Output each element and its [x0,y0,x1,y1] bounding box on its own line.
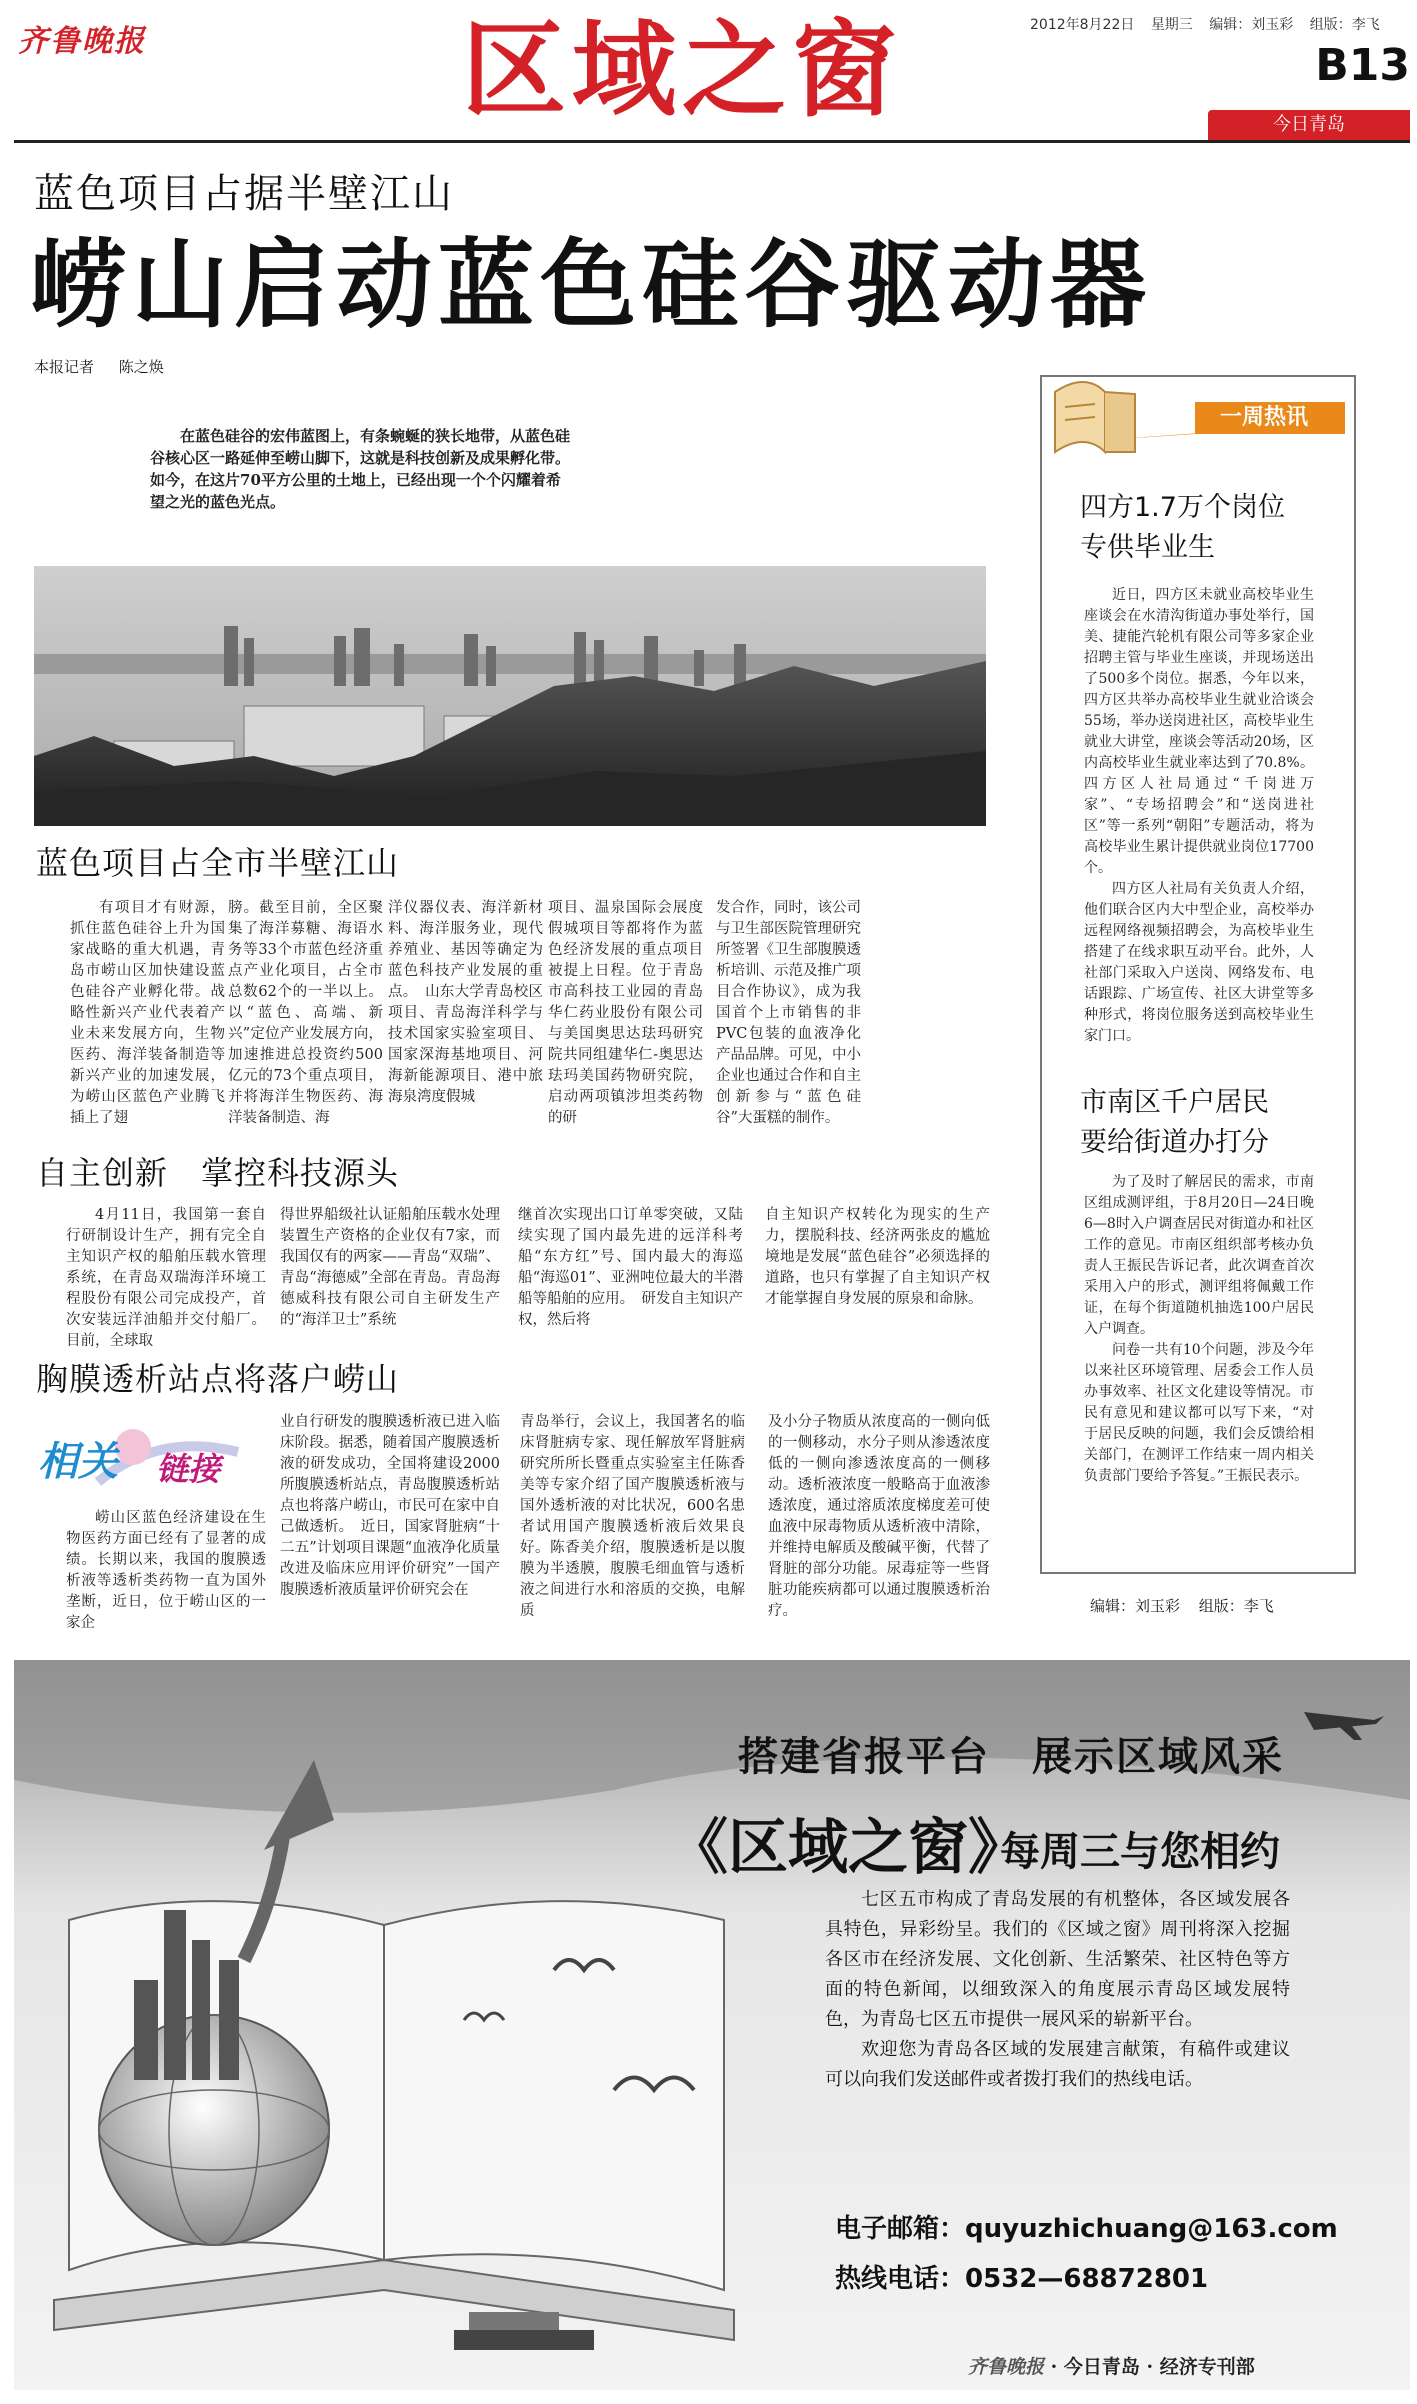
section2-col3-text: 继首次实现出口订单零突破，又陆续实现了国内最先进的远洋科考船“东方红”号、国内最大的海巡船“海巡01”、亚洲吨位最大的半潜船等船舶的应用。 研发自主知识产权，然后将 [518,1207,743,1328]
lead-headline: 崂山启动蓝色硅谷驱动器 [30,229,1152,341]
section3-col4 [768,1412,990,1622]
page-number: B13 [1315,40,1410,91]
section3-col3-text: 青岛举行，会议上，我国著名的临床肾脏病专家、现任解放军肾脏病研究所所长暨重点实验室主任陈香美等专家介绍了国产腹膜透析液与国外透析液的对比状况，600名患者试用国产腹膜透析液后效果良好。陈香美介绍，腹膜透析是以腹膜为半透膜，腹膜毛细血管与透析液之间进行水和溶质的交换，电解质 [520,1414,745,1619]
section2-title: 自主创新 掌控科技源头 [36,1154,400,1192]
section3-col2-text: 业自行研发的腹膜透析液已进入临床阶段。据悉，随着国产腹膜透析液的研发成功，全国将建设2000所腹膜透析站点，青岛腹膜透析站点也将落户崂山，市民可在家中自己做透析。 近日，国家肾脏病“十二五”计划项目课题“血液净化质量改进及临床应用评价研究”一国产腹膜透析液质量评价研究会在 [280,1414,500,1598]
issue-weekday: 星期三 [1150,17,1193,33]
story2-body [1084,1172,1314,1487]
sidebar-story1 [1080,488,1340,568]
related-link-badge [38,1422,248,1492]
section3-title: 胸膜透析站点将落户崂山 [36,1360,400,1398]
section-title: 区域之窗 [462,9,903,131]
ad-phone[interactable]: 0532—68872801 [965,2264,1209,2294]
story2-title-b: 要给街道办打分 [1080,1127,1269,1158]
section1-col3 [388,898,543,1108]
issue-editor: 编辑：刘玉彩 [1209,17,1294,33]
related-badge-a: 相关 [38,1439,118,1485]
section1-col2-text: 膀。截至目前，全区聚集了海洋募糖、海语水务等33个市蓝色经济重点产业化项目，占全市总数62个的一半以上。以“蓝色、高端、新兴”定位产业发展方向，加速推进总投资约500亿元的73个重点项目，并将海洋生物医药、海洋装备制造、海 [228,900,383,1126]
ad-footer-logo: 齐鲁晚报 [968,2356,1045,2378]
section2-col4-text: 自主知识产权转化为现实的生产力，摆脱科技、经济两张皮的尴尬境地是发展“蓝色硅谷”必须选择的道路，也只有掌握了自主知识产权才能掌握自身发展的原泉和命脉。 [765,1207,990,1307]
story1-title-a: 四方1.7万个岗位 [1080,492,1285,523]
section2-col3 [518,1205,743,1331]
section2-col1-text: 4月11日，我国第一套自行研制设计生产，拥有完全自主知识产权的船舶压载水管理系统，在青岛双瑞海洋环境工程股份有限公司完成投产，首次安装远洋油船并交付船厂。目前，全球取 [66,1207,266,1349]
byline [34,356,534,377]
section1-col1 [70,898,225,1129]
editor-credit: 编辑：刘玉彩 [1090,1597,1181,1615]
section1-col4 [548,898,703,1129]
ad-title: 《区域之窗》 [668,1813,1028,1883]
section2-col2-text: 得世界船级社认证船舶压载水处理装置生产资格的企业仅有7家，而我国仅有的两家——青岛“双瑞”、青岛“海德威”全部在青岛。青岛海德威科技有限公司自主研发生产的“海洋卫士”系统 [280,1207,500,1328]
top-rule [14,140,1410,143]
ad-phone-label: 热线电话： [835,2264,966,2294]
issue-date: 2012年8月22日 [1030,17,1135,33]
section3-col4-text: 及小分子物质从浓度高的一侧向低的一侧移动，水分子则从渗透浓度低的一侧向渗透浓度高的一侧移动。透析液浓度一般略高于血液渗透浓度，通过溶质浓度梯度差可使血液中尿毒物质从透析液中清除，并维持电解质及酸碱平衡，代替了肾脏的部分功能。尿毒症等一些肾脏功能疾病都可以通过腹膜透析治疗。 [768,1414,990,1619]
section1-col3-text: 洋仪器仪表、海洋新材料、海洋服务业，现代养殖业、基因等确定为蓝色科技产业发展的重点。 山东大学青岛校区项目、青岛海洋科学与技术国家实验室项目、国家深海基地项目、河海新能源项目、港中旅海泉湾度假城 [388,900,543,1105]
story1-p1: 近日，四方区未就业高校毕业生座谈会在水清沟街道办事处举行，国美、捷能汽轮机有限公司等多家企业招聘主管与毕业生座谈，并现场送出了500多个岗位。据悉，今年以来，四方区共举办高校毕业生就业洽谈会55场，举办送岗进社区，高校毕业生就业大讲堂，座谈会等活动20场，区内高校毕业生就业率达到了70.8%。四方区人社局通过“千岗进万家”、“专场招聘会”和“送岗进社区”等一系列“朝阳”专题活动，将为高校毕业生累计提供就业岗位17700个。 [1084,587,1314,876]
sidebar-banner [1045,372,1345,462]
region-label: 今日青岛 [1208,110,1410,140]
story2-title-a: 市南区千户居民 [1080,1087,1269,1118]
newspaper-logo: 齐鲁晚报 [18,24,146,59]
story1-p2: 四方区人社局有关负责人介绍，他们联合区内大中型企业，高校举办远程网络视频招聘会，为高校毕业生搭建了在线求职互动平台。此外，人社部门采取入户送岗、网络发布、电话跟踪、广场宣传、社区大讲堂等多种形式，将岗位服务送到高校毕业生家门口。 [1084,881,1314,1044]
ad-email-label: 电子邮箱： [835,2214,966,2244]
section3-col1-text: 崂山区蓝色经济建设在生物医药方面已经有了显著的成绩。长期以来，我国的腹膜透析液等透析类药物一直为国外垄断，近日，位于崂山区的一家企 [66,1510,266,1631]
cityscape-photo [34,566,986,826]
byline-label: 本报记者 [34,358,95,376]
byline-name: 陈之焕 [118,358,164,376]
ad-body-p2: 欢迎您为青岛各区域的发展建言献策，有稿件或建议可以向我们发送邮件或者拨打我们的热线电话。 [825,2039,1290,2090]
section1-col1-text: 有项目才有财源，抓住蓝色硅谷上升为国家战略的重大机遇，青岛市崂山区加快建设蓝色硅谷产业孵化带。战略性新兴产业代表着产业未来发展方向，生物医药、海洋装备制造等新兴产业的加速发展，为崂山区蓝色产业腾飞插上了翅 [70,900,225,1126]
section3-col1 [66,1508,266,1634]
sidebar-story2 [1080,1083,1340,1163]
story1-body [1084,585,1314,1047]
ad-headline: 搭建省报平台 展示区域风采 [738,1733,1284,1780]
ad-footer [968,2352,1378,2379]
issue-meta [1030,14,1410,34]
section1-col2 [228,898,383,1129]
section1-col5-text: 发合作，同时，该公司与卫生部医院管理研究所签署《卫生部腹膜透析培训、示范及推广项目合作协议》，成为我国首个上市销售的非PVC包装的血液净化产品品牌。可见，中小企业也通过合作和自主创新参与“蓝色硅谷”大蛋糕的制作。 [716,900,861,1126]
section1-col4-text: 项目、温泉国际会展度假城项目等都将作为蓝色经济发展的重点项目被提上日程。位于青岛市高科技工业园的青岛华仁药业股份有限公司与美国奥思达珐玛研究院共同组建华仁-奥思达珐玛美国药物研究院，启动两项镇涉坦类药物的研 [548,900,703,1126]
section1-title: 蓝色项目占全市半壁江山 [36,844,400,882]
ad-body-p1: 七区五市构成了青岛发展的有机整体，各区域发展各具特色，异彩纷呈。我们的《区域之窗》周刊将深入挖掘各区市在经济发展、文化创新、生活繁荣、社区特色等方面的特色新闻，以细致深入的角度展示青岛区域发展特色，为青岛七区五市提供一展风采的崭新平台。 [825,1889,1290,2030]
section1-col5 [716,898,861,1129]
lead-caption: 在蓝色硅谷的宏伟蓝图上，有条蜿蜒的狭长地带，从蓝色硅谷核心区一路延伸至崂山脚下，这就是科技创新及成果孵化带。如今，在这片70平方公里的土地上，已经出现一个个闪耀着希望之光的蓝色光点。 [150,427,571,511]
ad-body [825,1885,1290,2095]
section2-col4 [765,1205,990,1310]
story1-title-b: 专供毕业生 [1080,532,1215,563]
lead-kicker: 蓝色项目占据半壁江山 [34,171,454,217]
page-editor-credit [1090,1595,1370,1616]
ad-email-row [835,2208,1355,2245]
section2-col2 [280,1205,500,1331]
ad-subtitle: 每周三与您相约 [1000,1828,1280,1875]
ad-footer-text: · 今日青岛 · 经济专刊部 [1050,2356,1255,2378]
ad-email[interactable]: quyuzhichuang@163.com [965,2214,1338,2244]
ad-phone-row [835,2258,1355,2295]
story2-p2: 问卷一共有10个问题，涉及今年以来社区环境管理、居委会工作人员办事效率、社区文化建设等情况。市民有意见和建议都可以写下来，“对于居民反映的问题，我们会反馈给相关部门，在测评工作结束一周内相关负责部门要给予答复。”王振民表示。 [1084,1342,1314,1484]
story2-p1: 为了及时了解居民的需求，市南区组成测评组，于8月20日—24日晚6—8时入户调查居民对街道办和社区工作的意见。市南区组织部考核办负责人王振民告诉记者，此次调查首次采用入户的形式，测评组将佩戴工作证，在每个街道随机抽选100户居民入户调查。 [1084,1174,1314,1337]
section3-col2 [280,1412,500,1601]
related-badge-b: 链接 [156,1450,221,1488]
issue-layout: 组版：李飞 [1309,17,1380,33]
section3-col3 [520,1412,745,1622]
section2-col1 [66,1205,266,1352]
layout-credit: 组版：李飞 [1198,1597,1274,1615]
sidebar-banner-title: 一周热讯 [1220,405,1309,430]
